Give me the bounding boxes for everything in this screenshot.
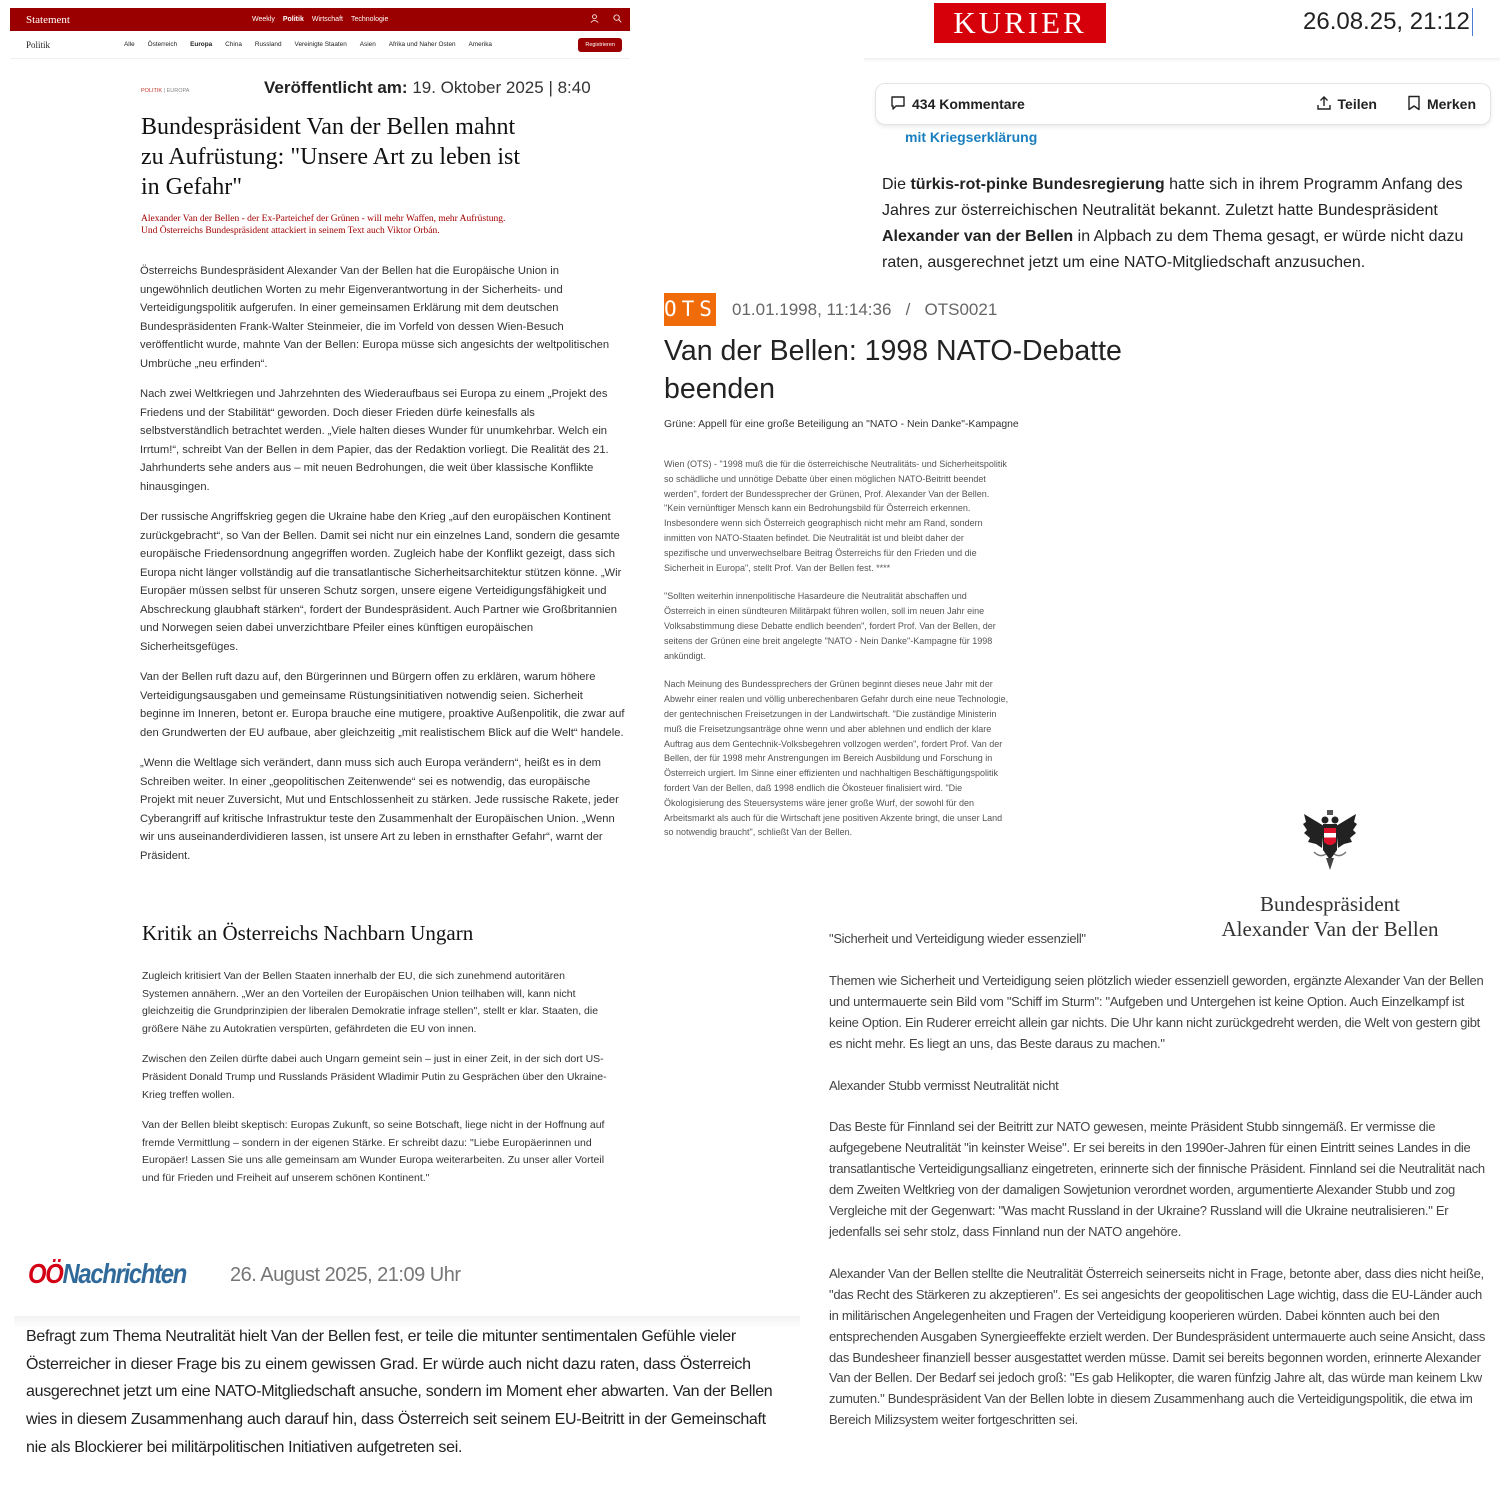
statement-header-icons: [590, 14, 622, 25]
kurier-divider: [864, 58, 1500, 62]
comment-icon: [890, 95, 906, 114]
article-title: Bundespräsident Van der Bellen mahnt zu Aufrüstung: "Unsere Art zu leben ist in Gefahr": [141, 114, 521, 200]
kurier-text: Die: [882, 176, 911, 193]
oon-body: Befragt zum Thema Neutralität hielt Van der Bellen fest, er teile die mitunter sentimentalen Gefühle vieler Österreicher in dieser Frage bis zu einem gewissen Grad. Er würde auch nicht dazu raten, dass Österreich ausgerechnet jetzt um eine NATO-Mitgliedschaft ansuche, sondern im Moment eher abwarten. Van der Bellen wies in diesem Zusammenhang auch darauf hin, dass Österreich seit seinem EU-Beitritt in der Gemeinschaft nie als Blockierer bei militärpolitischen Initiativen aufgetreten sei.: [14, 1316, 800, 1462]
sub-nav-amerika[interactable]: Amerika: [468, 41, 492, 48]
oon-logo-oo: OÖ: [28, 1258, 63, 1289]
sub-nav-russland[interactable]: Russland: [254, 41, 282, 48]
share-button[interactable]: [1316, 95, 1377, 114]
bp-subheading: "Sicherheit und Verteidigung wieder essenziell": [829, 931, 1086, 946]
kurier-text: in Alpbach zu dem Thema gesagt, er würde nicht dazu raten, ausgerechnet jetzt um eine NATO-Mitgliedschaft anzusuchen.: [882, 228, 1464, 271]
ots-paragraph: Nach Meinung des Bundessprechers der Grünen beginnt dieses neue Jahr mit der Abwehr einer realen und völlig unberechenbaren Gefahr durch eine neue Technologie, der gentechnischen Freisetzungen in der Landwirtschaft. "Die zuständige Ministerin muß die Freisetzungsanträge ohne wenn und aber ablehnen und endlich der klare Auftrag aus dem Gentechnik-Volksbegehren vollzogen werden", fordert Prof. Van der Bellen, der für 1998 mehr Anstrengungen im Bereich Ausbildung und Forschung in Österreich urgiert. Im Sinne einer effizienten und nachhaltigen Beschäftigungspolitik fordert Van der Bellen, daß 1998 endlich die Ökosteuer finalisiert wird. "Die Ökologisierung des Steuersystems wäre jener große Wurf, der sowohl für den Arbeitsmarkt als auch für die Wirtschaft jene positiven Akzente bringt, die unser Land so notwendig braucht", schließt Van der Bellen.: [664, 679, 1009, 838]
comments-button[interactable]: [890, 95, 1025, 114]
share-label: Teilen: [1337, 96, 1377, 112]
category-europa[interactable]: EUROPA: [166, 88, 190, 94]
bundespraesident-logo-line1: Bundespräsident: [1260, 892, 1400, 916]
bundespraesident-article-screenshot: [820, 800, 1500, 1500]
bp-subheading: Alexander Stubb vermisst Neutralität nicht: [829, 1077, 1059, 1093]
bundespraesident-logo-line2: Alexander Van der Bellen: [1221, 917, 1439, 941]
sub-nav-usa[interactable]: Vereinigte Staaten: [294, 41, 347, 48]
bundespraesident-logo[interactable]: [1218, 808, 1442, 942]
oon-logo[interactable]: [28, 1258, 186, 1290]
article-paragraph: „Wenn die Weltlage sich verändert, dann muss sich auch Europa verändern“, heißt es in dem Schreiben weiter. In einer „geopolitischen Zeitenwende“ sei es notwendig, das europäische Projekt mit neuer Zuversicht, Mut und Entschlossenheit zu stärken. Jede russische Rakete, jeder Cyberangriff auf kritische Infrastruktur teste den Zusammenhalt der Europäischen Union. „Wenn wir uns auseinanderdividieren lassen, ist unsere Art zu leben in ernsthafter Gefahr“, warnt der Präsident.: [140, 757, 619, 862]
kurier-action-right: [1316, 95, 1476, 114]
ots-datetime: 01.01.1998, 11:14:36: [732, 300, 892, 319]
statement-sub-nav: [10, 31, 630, 59]
sub-nav-europa[interactable]: Europa: [190, 41, 213, 48]
section-title: Politik: [26, 39, 51, 50]
article-paragraph: Zugleich kritisiert Van der Bellen Staaten innerhalb der EU, die sich zunehmend autoritären Systemen annähern. „Wer an den Vorteilen der Europäischen Union teilhaben will, kann nicht gleichzeitig die Grundprinzipien der liberalen Demokratie infrage stellen", stellt er klar. Staaten, die größere Nähe zu Autokratien verspürten, gefährdeten die EU von innen.: [142, 970, 599, 1035]
sub-nav-afrika[interactable]: Afrika und Naher Osten: [388, 41, 456, 48]
article-body: [140, 262, 625, 877]
kurier-body: [882, 172, 1482, 276]
article-paragraph: Van der Bellen ruft dazu auf, den Bürgerinnen und Bürgern offen zu erklären, warum höhere Verteidigungsausgaben und gemeinsame Rüstungsinitiativen notwendig seien. Sicherheit beginne im Inneren, betont er. Europa brauche eine mutigere, proaktive Außenpolitik, die zwar auf den Grundwerten der EU aufbaue, aber gleichzeitig „mit realistischem Blick auf die Welt“ handele.: [140, 671, 625, 739]
kurier-related-link[interactable]: mit Kriegserklärung: [905, 129, 1038, 145]
published-date: [264, 78, 591, 98]
oon-date: 26. August 2025, 21:09 Uhr: [230, 1264, 461, 1286]
main-nav-wirtschaft[interactable]: Wirtschaft: [311, 16, 343, 23]
kurier-date: 26.08.25, 21:12: [1303, 8, 1473, 36]
ots-title: Van der Bellen: 1998 NATO-Debatte beenden: [664, 335, 1122, 405]
sub-nav-items: [124, 41, 492, 48]
published-label: Veröffentlicht am:: [264, 78, 408, 97]
sub-nav-china[interactable]: China: [225, 41, 242, 48]
sub-nav-asien[interactable]: Asien: [359, 41, 376, 48]
ots-subtitle: Grüne: Appell für eine große Beteiligung an "NATO - Nein Danke"-Kampagne: [664, 419, 1019, 430]
published-separator: |: [548, 78, 558, 97]
bp-paragraph: Themen wie Sicherheit und Verteidigung seien plötzlich wieder essenziell geworden, ergänzte Alexander Van der Bellen und untermauerte sein Bild vom "Schiff im Sturm": "Aufgeben und Untergehen ist keine Option. Auch Einzelkampf ist keine Option. Ein Ruderer erreicht allein gar nichts. Die Uhr kann nicht zurückgedreht werden, die Welt von gestern gibt es nicht mehr. Es liegt an uns, das Beste daraus zu machen.": [829, 972, 1484, 1051]
kurier-article-screenshot: [860, 0, 1500, 285]
kurier-text: hatte sich in ihrem Programm Anfang des Jahres zur österreichischen Neutralität bekannt. Zuletzt hatte Bundespräsident: [882, 176, 1463, 219]
bookmark-label: Merken: [1426, 96, 1476, 112]
article-lead: Alexander Van der Bellen - der Ex-Parteichef der Grünen - will mehr Waffen, mehr Aufrüstung. Und Österreichs Bundespräsident attackiert in seinem Text auch Viktor Orbán.: [141, 214, 506, 236]
bundespraesident-body: [829, 929, 1489, 1452]
kurier-bold-text[interactable]: Alexander van der Bellen: [882, 228, 1074, 245]
article-subheading: Kritik an Österreichs Nachbarn Ungarn: [142, 921, 474, 945]
statement-article-screenshot: [10, 8, 630, 1184]
comments-label: 434 Kommentare: [912, 96, 1025, 112]
ots-body: [664, 457, 1009, 854]
kurier-bold-text[interactable]: türkis-rot-pinke Bundesregierung: [910, 176, 1165, 193]
category-separator: |: [163, 88, 167, 94]
search-icon[interactable]: [613, 14, 622, 25]
register-button[interactable]: Registrieren: [578, 38, 622, 52]
kurier-logo[interactable]: KURIER: [934, 3, 1106, 43]
share-icon: [1316, 95, 1332, 114]
ots-paragraph: "Sollten weiterhin innenpolitische Hasardeure die Neutralität abschaffen und Österreich in einen sündteuren Militärpakt führen wollen, soll im neuen Jahr eine Volksabstimmung diese Debatte endlich beenden", fordert Prof. Van der Bellen, der seitens der Grünen eine breit angelegte "NATO - Nein Danke"-Kampagne für 1998 ankündigt.: [664, 591, 996, 661]
bp-paragraph: Das Beste für Finnland sei der Beitritt zur NATO gewesen, meinte Präsident Stubb sinngemäß. Er vermisse die aufgegebene Neutralität "in keinster Weise". Er sei bereits in den 1990er-Jahren für einen Eintritt seines Landes in die transatlantische Verteidigungsallianz eingetreten, erinnerte sich der finnische Präsident. Finnland sei die Neutralität nach dem Zweiten Weltkrieg von der damaligen Sowjetunion verordnet worden, argumentierte Alexander Stubb und zog Vergleiche mit der Gegenwart: "Was macht Russland in der Ukraine? Russland will die Ukraine neutralisieren." Er jedenfalls sei sehr stolz, dass Finnland nun der NATO angehöre.: [829, 1119, 1485, 1239]
ots-logo[interactable]: OTS: [664, 293, 716, 326]
user-icon[interactable]: [590, 14, 599, 25]
bookmark-icon: [1407, 95, 1421, 114]
published-date-value: 19. Oktober 2025: [412, 78, 544, 97]
bp-paragraph: Alexander Van der Bellen stellte die Neutralität Österreich seinerseits nicht in Frage, betonte aber, dass dies nicht heiße, "das Recht des Stärkeren zu akzeptieren". Es sei angesichts der geopolitischen Lage wichtig, dass die EU-Länder auch in militärischen Angelegenheiten und Fragen der Verteidigung kooperieren würden. Dabei könnten auch bei den entsprechenden Ausgaben Synergieeffekte erzielt werden. Der Bundespräsident untermauerte auch seine Ansicht, dass das Bundesheer finanziell besser ausgestattet werden müsse. Damit sei bereits begonnen worden, erinnerte Alexander Van der Bellen. Der Bedarf sei jedoch groß: "Es gab Helikopter, die waren fünfzig Jahre alt, das würde man keinem Lkw zumuten." Bundespräsident Van der Bellen lobte in diesem Zusammenhang auch die Verteidigungspolitik, die etwa im Bereich Milizsystem weiter fortgeschritten sei.: [829, 1265, 1486, 1428]
article-paragraph: Österreichs Bundespräsident Alexander Van der Bellen hat die Europäische Union in ungewöhnlich deutlichen Worten zu mehr Eigenverantwortung in der Sicherheits- und Verteidigungspolitik aufgerufen. In einer gemeinsamen Erklärung mit dem deutschen Bundespräsidenten Frank-Walter Steinmeier, die im Vorfeld von dessen Wien-Besuch veröffentlicht wurde, mahnte Van der Bellen: Europa müsse sich angesichts der weltpolitischen Umbrüche „neu erfinden“.: [140, 265, 610, 370]
article-category: [141, 88, 189, 94]
statement-main-nav: [252, 16, 388, 23]
ots-separator: /: [905, 300, 911, 319]
main-nav-technologie[interactable]: Technologie: [350, 16, 389, 23]
main-nav-politik[interactable]: Politik: [282, 16, 304, 23]
article-paragraph: Zwischen den Zeilen dürfte dabei auch Ungarn gemeint sein – just in einer Zeit, in der sich dort US-Präsident Donald Trump und Russlands Präsident Wladimir Putin zu Gesprächen über den Ukraine-Krieg treffen wollen.: [142, 1053, 607, 1101]
oon-logo-nachrichten: Nachrichten: [62, 1258, 187, 1289]
kurier-action-bar: [875, 83, 1491, 125]
ots-paragraph: Wien (OTS) - "1998 muß die für die österreichische Neutralitäts- und Sicherheitspolitik so schädliche und unnötige Debatte über einen möglichen NATO-Beitritt beendet werden", fordert der Bundessprecher der Grünen, Prof. Alexander Van der Bellen. "Kein vernünftiger Mensch kann ein Bedrohungsbild für Österreich erkennen. Insbesondere wenn sich Österreich geographisch nicht mehr am Rand, sondern inmitten von NATO-Staaten befindet. Die Neutralität ist und bleibt daher der spezifische und unverwechselbare Beitrag Österreichs für den Frieden und die Sicherheit in Europa", stellt Prof. Van der Bellen fest. ****: [664, 459, 1007, 573]
austrian-eagle-icon: [1300, 808, 1360, 872]
statement-logo[interactable]: Statement: [26, 13, 70, 26]
main-nav-weekly[interactable]: Weekly: [252, 16, 275, 23]
article-body-section-2: [142, 968, 612, 1201]
published-time-value: 8:40: [557, 78, 591, 97]
category-politik[interactable]: POLITIK: [141, 88, 163, 94]
bookmark-button[interactable]: [1407, 95, 1476, 114]
oon-article-screenshot: [0, 1250, 800, 1500]
ots-id: OTS0021: [924, 300, 998, 319]
statement-top-bar: [10, 8, 630, 31]
article-paragraph: Nach zwei Weltkriegen und Jahrzehnten des Wiederaufbaus sei Europa zu einem „Projekt des Friedens und der Stabilität“ geworden. Doch dieser Frieden dürfe keinesfalls als selbstverständlich betrachtet werden. „Viele halten dieses Wunder für unumkehrbar. Welch ein Irrtum!“, schreibt Van der Bellen in dem Papier, das der Redaktion vorliegt. Die Realität des 21. Jahrhunderts sehe anders aus – mit neuen Bedrohungen, die weit über klassische Konflikte hinausgingen.: [140, 388, 609, 493]
ots-meta: [732, 300, 997, 320]
sub-nav-alle[interactable]: Alle: [124, 41, 135, 48]
article-paragraph: Van der Bellen bleibt skeptisch: Europas Zukunft, so seine Botschaft, liege nicht in der Hoffnung auf fremde Vermittlung – sondern in der eigenen Stärke. Er schreibt dazu: "Liebe Europäerinnen und Europäer! Lassen Sie uns alle gemeinsam am Wunder Europa weiterarbeiten. Zu unser aller Vorteil und für Frieden und Freiheit auf unserem schönen Kontinent.": [142, 1119, 605, 1184]
article-paragraph: Der russische Angriffskrieg gegen die Ukraine habe den Krieg „auf den europäischen Kontinent zurückgebracht“, so Van der Bellen. Damit sei nicht nur ein einzelnes Land, sondern die gesamte europäische Friedensordnung angegriffen worden. Zugleich habe der Konflikt gezeigt, dass sich Europa nicht länger vollständig auf die transatlantische Sicherheitsarchitektur stützen könne. „Wir Europäer müssen selbst für unseren Schutz sorgen, unsere eigene Verteidigungsfähigkeit und Abschreckung glaubhaft stärken“, fordert der Bundespräsident. Auch Partner wie Großbritannien und Norwegen seien dabei unverzichtbare Pfeiler eines künftigen europäischen Sicherheitsgefüges.: [140, 511, 622, 653]
sub-nav-oesterreich[interactable]: Österreich: [147, 41, 178, 48]
